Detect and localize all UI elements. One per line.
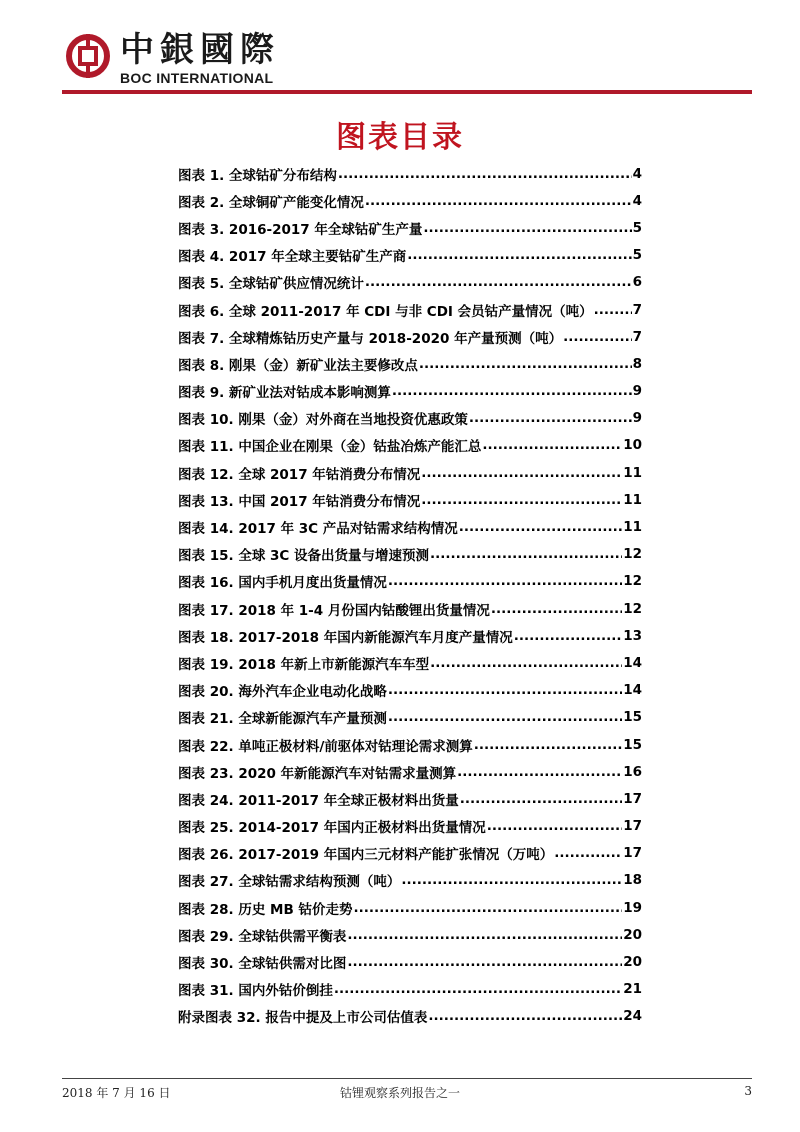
toc-entry[interactable] [178,513,642,540]
toc-entry-label: 图表 9. 新矿业法对钴成本影响测算 [178,385,391,402]
footer-page-number: 3 [744,1084,752,1098]
toc-dot-leader [482,437,622,453]
header-divider [62,90,752,94]
toc-entry-label: 图表 14. 2017 年 3C 产品对钴需求结构情况 [178,521,458,538]
toc-entry-label: 图表 22. 单吨正极材料/前驱体对钴理论需求测算 [178,738,473,755]
toc-entry-page: 4 [632,192,642,209]
toc-dot-leader [487,818,622,834]
toc-entry[interactable] [178,894,642,921]
toc-dot-leader [428,1008,622,1024]
toc-entry-label: 图表 31. 国内外钴价倒挂 [178,983,333,1000]
toc-entry[interactable] [178,459,642,486]
toc-entry[interactable] [178,269,642,296]
toc-dot-leader [388,709,622,725]
toc-entry-page: 7 [632,328,642,345]
table-of-figures [178,160,642,1030]
toc-entry-page: 24 [623,1008,642,1025]
toc-dot-leader [365,193,632,209]
toc-entry-page: 21 [623,981,642,998]
toc-dot-leader [430,655,622,671]
toc-entry-label: 图表 6. 全球 2011-2017 年 CDI 与非 CDI 会员钴产量情况（吨） [178,303,593,320]
toc-dot-leader [459,519,622,535]
toc-dot-leader [460,791,622,807]
toc-dot-leader [419,356,632,372]
toc-entry-label: 图表 7. 全球精炼钴历史产量与 2018-2020 年产量预测（吨） [178,330,563,347]
toc-entry-label: 图表 24. 2011-2017 年全球正极材料出货量 [178,792,459,809]
toc-dot-leader [514,628,622,644]
toc-entry-page: 8 [632,355,642,372]
toc-entry-page: 20 [623,954,642,971]
toc-entry-label: 图表 11. 中国企业在刚果（金）钴盐冶炼产能汇总 [178,439,482,456]
toc-entry-label: 图表 17. 2018 年 1-4 月份国内钴酸锂出货量情况 [178,602,490,619]
toc-dot-leader [469,410,632,426]
toc-entry[interactable] [178,1003,642,1030]
toc-entry-label: 图表 12. 全球 2017 年钴消费分布情况 [178,466,421,483]
toc-entry-page: 13 [623,627,642,644]
toc-entry[interactable] [178,758,642,785]
toc-entry-label: 图表 29. 全球钴供需平衡表 [178,928,347,945]
footer-divider [62,1078,752,1079]
toc-entry[interactable] [178,378,642,405]
toc-entry[interactable] [178,976,642,1003]
toc-entry[interactable] [178,731,642,758]
toc-entry-page: 12 [623,600,642,617]
toc-entry-label: 图表 4. 2017 年全球主要钴矿生产商 [178,249,407,266]
toc-entry-label: 图表 23. 2020 年新能源汽车对钴需求量测算 [178,765,457,782]
toc-entry-label: 图表 18. 2017-2018 年国内新能源汽车月度产量情况 [178,629,513,646]
toc-dot-leader [347,927,622,943]
toc-entry-label: 图表 15. 全球 3C 设备出货量与增速预测 [178,548,430,565]
toc-entry-label: 图表 16. 国内手机月度出货量情况 [178,575,387,592]
toc-entry[interactable] [178,813,642,840]
toc-entry-page: 15 [623,709,642,726]
toc-entry-page: 14 [623,654,642,671]
toc-dot-leader [563,329,632,345]
toc-dot-leader [347,954,622,970]
toc-entry[interactable] [178,350,642,377]
toc-entry-label: 附录图表 32. 报告中提及上市公司估值表 [178,1010,428,1027]
toc-dot-leader [334,981,622,997]
toc-entry-page: 10 [623,437,642,454]
toc-dot-leader [491,601,622,617]
toc-entry-label: 图表 19. 2018 年新上市新能源汽车车型 [178,656,430,673]
toc-entry-page: 9 [632,410,642,427]
toc-entry-label: 图表 5. 全球钴矿供应情况统计 [178,276,364,293]
toc-dot-leader [392,383,632,399]
toc-entry[interactable] [178,405,642,432]
toc-entry[interactable] [178,921,642,948]
toc-entry[interactable] [178,840,642,867]
toc-dot-leader [421,465,622,481]
toc-dot-leader [338,166,632,182]
toc-entry-page: 17 [623,790,642,807]
page-header [62,30,752,100]
footer-date: 2018 年 7 月 16 日 [62,1086,171,1100]
toc-dot-leader [421,492,622,508]
toc-entry[interactable] [178,187,642,214]
toc-entry-label: 图表 10. 刚果（金）对外商在当地投资优惠政策 [178,412,468,429]
toc-entry-label: 图表 25. 2014-2017 年国内正极材料出货量情况 [178,820,486,837]
toc-entry-page: 12 [623,546,642,563]
toc-entry[interactable] [178,323,642,350]
toc-entry[interactable] [178,649,642,676]
toc-entry-label: 图表 1. 全球钴矿分布结构 [178,167,337,184]
toc-entry[interactable] [178,160,642,187]
toc-entry-label: 图表 13. 中国 2017 年钴消费分布情况 [178,493,421,510]
toc-entry-page: 17 [623,845,642,862]
toc-dot-leader [388,682,622,698]
toc-entry[interactable] [178,214,642,241]
toc-dot-leader [365,274,632,290]
toc-dot-leader [430,546,622,562]
toc-entry[interactable] [178,595,642,622]
toc-entry-page: 12 [623,573,642,590]
toc-entry-page: 20 [623,926,642,943]
logo-english-name: BOC INTERNATIONAL [120,70,274,86]
toc-entry-page: 5 [632,219,642,236]
toc-entry[interactable] [178,704,642,731]
toc-entry-label: 图表 20. 海外汽车企业电动化战略 [178,684,387,701]
toc-entry-page: 4 [632,165,642,182]
toc-entry[interactable] [178,242,642,269]
toc-dot-leader [457,764,622,780]
boc-logo-icon [66,34,110,78]
toc-entry[interactable] [178,622,642,649]
page-title: 图表目录 [336,120,464,155]
toc-dot-leader [388,573,622,589]
toc-entry-label: 图表 3. 2016-2017 年全球钴矿生产量 [178,221,423,238]
toc-entry-label: 图表 2. 全球铜矿产能变化情况 [178,194,364,211]
toc-entry-page: 14 [623,682,642,699]
logo-chinese-name: 中銀國際 [120,30,280,70]
toc-entry-page: 18 [623,872,642,889]
toc-entry[interactable] [178,541,642,568]
toc-dot-leader [474,737,622,753]
toc-entry-page: 15 [623,736,642,753]
toc-dot-leader [554,845,622,861]
toc-entry-page: 5 [632,247,642,264]
toc-entry-label: 图表 21. 全球新能源汽车产量预测 [178,711,387,728]
toc-dot-leader [423,220,631,236]
toc-entry-page: 6 [632,274,642,291]
toc-entry-page: 16 [623,763,642,780]
toc-entry-label: 图表 28. 历史 MB 钴价走势 [178,901,353,918]
toc-dot-leader [401,872,622,888]
toc-entry[interactable] [178,785,642,812]
toc-entry[interactable] [178,432,642,459]
toc-dot-leader [407,247,631,263]
toc-dot-leader [594,302,632,318]
toc-entry[interactable] [178,677,642,704]
toc-entry-page: 7 [632,301,642,318]
toc-entry-label: 图表 26. 2017-2019 年国内三元材料产能扩张情况（万吨） [178,847,554,864]
toc-entry-label: 图表 30. 全球钴供需对比图 [178,956,347,973]
toc-entry-page: 17 [623,818,642,835]
toc-entry-page: 11 [623,491,642,508]
toc-entry[interactable] [178,867,642,894]
footer-series-title: 钴锂观察系列报告之一 [339,1086,460,1100]
toc-entry-page: 19 [623,899,642,916]
toc-entry[interactable] [178,568,642,595]
toc-entry[interactable] [178,486,642,513]
toc-entry-label: 图表 8. 刚果（金）新矿业法主要修改点 [178,357,418,374]
toc-entry[interactable] [178,296,642,323]
toc-entry-page: 9 [632,383,642,400]
toc-entry[interactable] [178,948,642,975]
toc-entry-label: 图表 27. 全球钴需求结构预测（吨） [178,874,401,891]
toc-dot-leader [353,900,622,916]
toc-entry-page: 11 [623,464,642,481]
toc-entry-page: 11 [623,519,642,536]
